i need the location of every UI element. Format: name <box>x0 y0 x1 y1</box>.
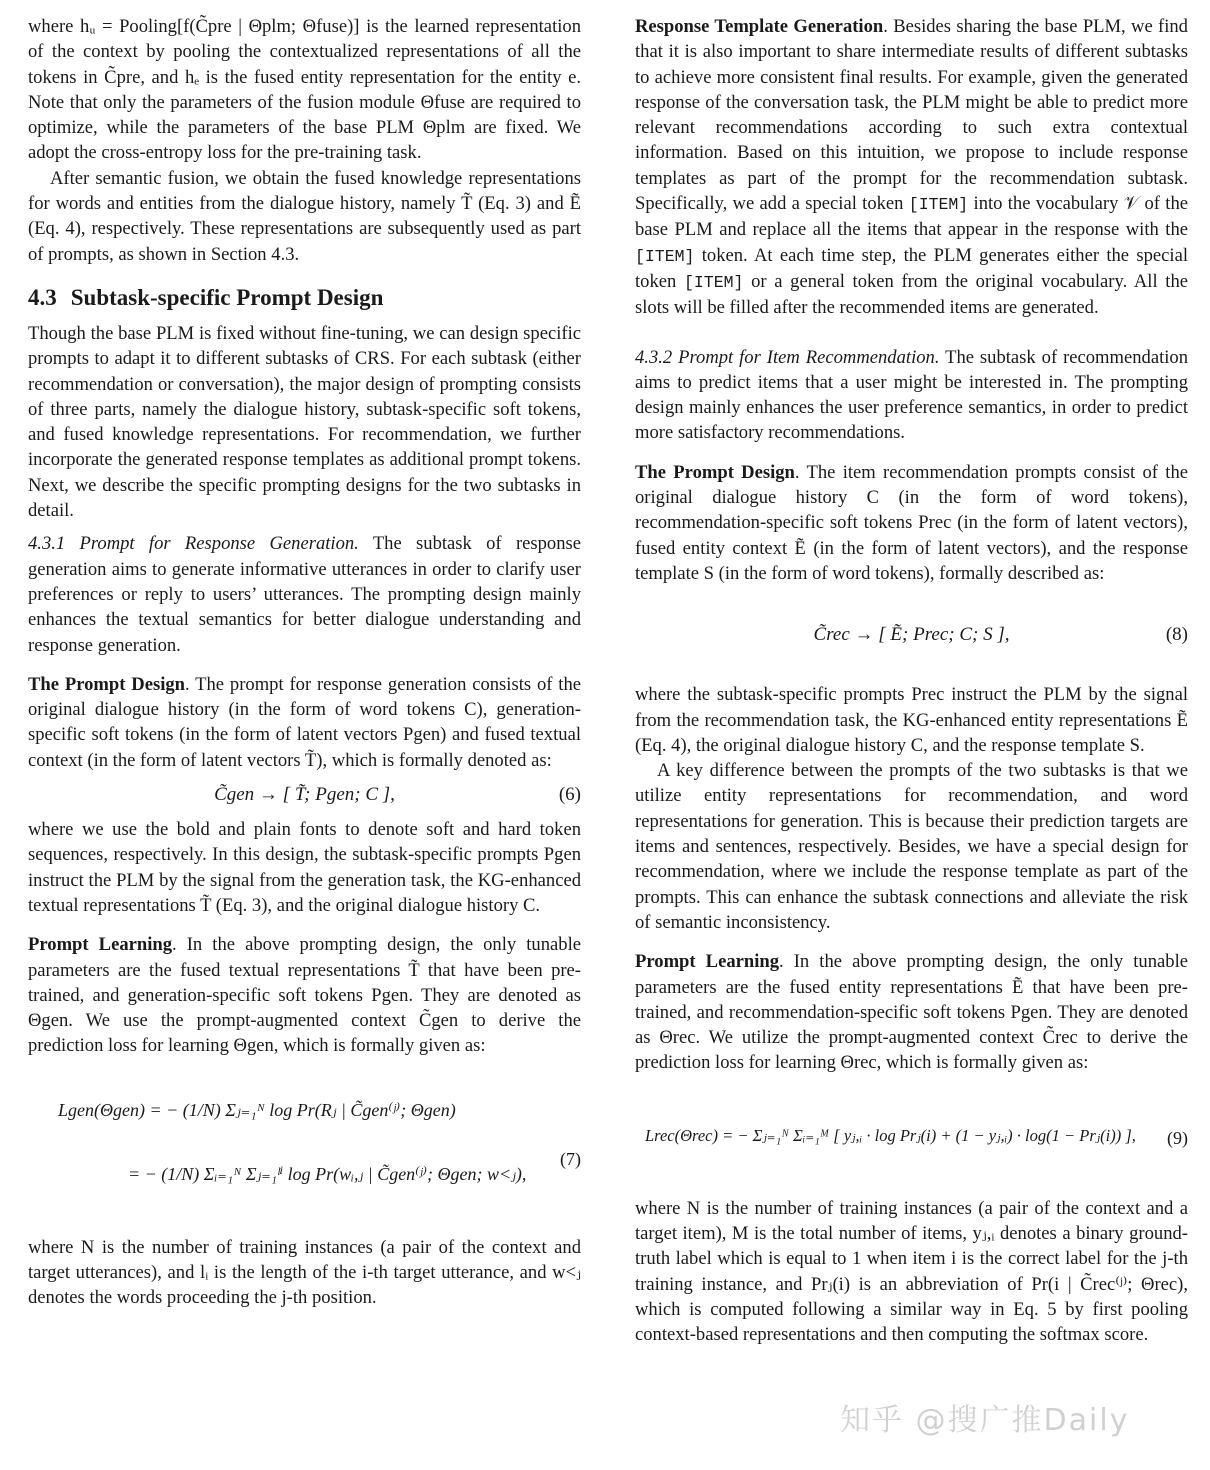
subsection-4-3-1 <box>28 531 581 657</box>
subsection-title: 4.3.2 Prompt for Item Recommendation. <box>635 346 940 368</box>
section-heading <box>28 283 581 313</box>
runin-heading: Prompt Learning <box>635 951 780 973</box>
paragraph-rec-prompts: where the subtask-specific prompts Prec instruct the PLM by the signal from the recommendation task, the KG-enhanced entity representations Ẽ (Eq. 4), the original dialogue history C, and the response template S. <box>635 684 1188 756</box>
paragraph-text: . The prompt for response generation consists of the original dialogue history (in the form of word tokens C), generation-specific soft tokens (in the form of latent vectors Pgen) and fused textual context (in the form of latent vectors T̃), which is formally denoted as: <box>28 673 581 771</box>
paragraph-text: or a general token from the original vocabulary. All the slots will be filled after the recommended items are generated. <box>635 270 1188 319</box>
paragraph-text: token. At each time step, the PLM generates either the special token <box>635 244 1188 292</box>
equation-body: Lrec(Θrec) = − Σⱼ₌₁ᴺ Σᵢ₌₁ᴹ [ yⱼ,ᵢ · log Prⱼ(i) + (1 − yⱼ,ᵢ) · log(1 − Prⱼ(i)) ], <box>645 1126 1136 1146</box>
paragraph-text: . In the above prompting design, the only tunable parameters are the fused textual representations T̃ that have been pre-trained, and generation-specific soft tokens Pgen. They are denoted as Θgen. We use the prompt-augmented context C̃gen to derive the prediction loss for learning Θgen, which is formally given as: <box>28 934 581 1057</box>
paragraph-prompt-learning-rec <box>635 949 1188 1075</box>
right-column <box>635 14 1188 1347</box>
subsection-text: The subtask of response generation aims to generate informative utterances in order to clarify user preferences or reply to users’ utterances. The prompting design mainly enhances the textual semantics for better dialogue understanding and response generation. <box>28 533 582 656</box>
section-title: Subtask-specific Prompt Design <box>70 284 384 310</box>
runin-heading: Prompt Learning <box>28 934 173 956</box>
paragraph-text: into the vocabulary 𝒱 of the base PLM and replace all the items that appear in the response with the <box>635 193 1188 241</box>
equation-9 <box>635 1076 1188 1196</box>
item-token: [ITEM] <box>635 246 695 266</box>
paragraph-text: . In the above prompting design, the only tunable parameters are the fused entity representations Ẽ that have been pre-trained, and recommendation-specific soft tokens Pgen. They are denoted as Θrec. We utilize the prompt-augmented context C̃rec to derive the prediction loss for learning Θrec, which is formally given as: <box>635 951 1188 1074</box>
left-column <box>28 14 581 1311</box>
item-token: [ITEM] <box>683 272 744 292</box>
equation-body: C̃gen → [ T̃; Pgen; C ], <box>214 784 395 806</box>
item-token: [ITEM] <box>908 195 969 215</box>
equation-number: (9) <box>1167 1127 1188 1148</box>
paragraph-fonts: where we use the bold and plain fonts to denote soft and hard token sequences, respectively. In this design, the subtask-specific prompts Pgen instruct the PLM by the signal from the generation task, the KG-enhanced textual representations T̃ (Eq. 3), and the original dialogue history C. <box>28 819 581 916</box>
paragraph-semantic-fusion: After semantic fusion, we obtain the fused knowledge representations for words and entities from the dialogue history, namely T̃ (Eq. 3) and Ẽ (Eq. 4), respectively. These representations are subsequently used as part of prompts, as shown in Section 4.3. <box>28 167 581 265</box>
paragraph-text: . The item recommendation prompts consist of the original dialogue history C (in the form of word tokens), recommendation-specific soft tokens Prec (in the form of latent vectors), fused entity context Ẽ (in the form of latent vectors), and the response template S (in the form of word tokens), formally described as: <box>635 461 1188 584</box>
runin-heading: Response Template Generation <box>635 16 884 37</box>
paragraph-rec-loss-explained: where N is the number of training instances (a pair of the context and a target item), M is the total number of items, yⱼ,ᵢ denotes a binary ground-truth label which is equal to 1 when item i is the correct label for the j-th training instance, and Prⱼ(i) is an abbreviation of Pr(i | C̃rec⁽ʲ⁾; Θrec), which is computed following a similar way in Eq. 5 by first pooling context-based representations and then computing the softmax score. <box>635 1197 1188 1346</box>
equation-7 <box>28 1059 581 1235</box>
equation-6 <box>28 773 581 817</box>
subsection-title: 4.3.1 Prompt for Response Generation. <box>28 533 359 555</box>
equation-line-1: Lgen(Θgen) = − (1/N) Σⱼ₌₁ᴺ log Pr(Rⱼ | C̃gen⁽ʲ⁾; Θgen) <box>58 1100 456 1121</box>
paragraph-prompt-design-gen <box>28 672 581 773</box>
equation-number: (8) <box>1165 623 1188 645</box>
subsection-4-3-2 <box>635 345 1188 446</box>
paragraph-section-intro: Though the base PLM is fixed without fine-tuning, we can design specific prompts to adapt it to different subtasks of CRS. For each subtask (either recommendation or conversation), the major design of prompting consists of three parts, namely the dialogue history, subtask-specific soft tokens, and fused knowledge representations. For recommendation, we further incorporate the generated response templates as additional prompt tokens. Next, we describe the specific prompting designs for the two subtasks in detail. <box>28 322 581 522</box>
paragraph-training-instances: where N is the number of training instances (a pair of the context and target utterances), and lᵢ is the length of the i-th target utterance, and w<ⱼ denotes the words proceeding the j-th position. <box>28 1236 581 1309</box>
paragraph-prompt-learning-gen <box>28 932 581 1058</box>
watermark: 知乎 @搜广推Daily <box>840 1403 1130 1438</box>
equation-number: (6) <box>558 784 581 806</box>
paragraph-key-difference: A key difference between the prompts of the two subtasks is that we utilize entity representations for recommendation, and word representations for generation. This is because their prediction targets are items and sentences, respectively. Besides, we have a special design for recommendation, where we include the response template as part of the prompts. This can enhance the subtask connections and alleviate the risk of semantic inconsistency. <box>635 760 1188 933</box>
paragraph-text: . Besides sharing the base PLM, we find that it is also important to share intermediate results of different subtasks to achieve more consistent final results. For example, given the generated response of the conversation task, the PLM might be able to predict more relevant recommendations according to such extra contextual information. Based on this intuition, we propose to include response templates as part of the prompt for the recommendation subtask. Specifically, we add a special token <box>635 16 1188 215</box>
equation-number: (7) <box>560 1148 581 1169</box>
paragraph-pooling: where hᵤ = Pooling[f(C̃pre | Θplm; Θfuse)] is the learned representation of the context by pooling the contextualized representations of all the tokens in C̃pre, and hₑ is the fused entity representation for the entity e. Note that only the parameters of the fusion module Θfuse are required to optimize, while the parameters of the base PLM Θplm are fixed. We adopt the cross-entropy loss for the pre-training task. <box>28 16 581 164</box>
equation-body: C̃rec → [ Ẽ; Prec; C; S ], <box>813 623 1010 645</box>
runin-heading: The Prompt Design <box>28 673 185 695</box>
section-number: 4.3 <box>28 284 57 310</box>
runin-heading: The Prompt Design <box>635 461 795 483</box>
paragraph-response-template <box>635 14 1188 321</box>
equation-8 <box>635 586 1188 682</box>
equation-line-2: = − (1/N) Σᵢ₌₁ᴺ Σⱼ₌₁ˡⁱ log Pr(wᵢ,ⱼ | C̃gen⁽ʲ⁾; Θgen; w<ⱼ), <box>128 1164 527 1185</box>
paragraph-prompt-design-rec <box>635 460 1188 586</box>
subsection-text: The subtask of recommendation aims to predict items that a user might be interested in. The prompting design mainly enhances the user preference semantics, in order to predict more satisfactory recommendations. <box>635 346 1189 444</box>
